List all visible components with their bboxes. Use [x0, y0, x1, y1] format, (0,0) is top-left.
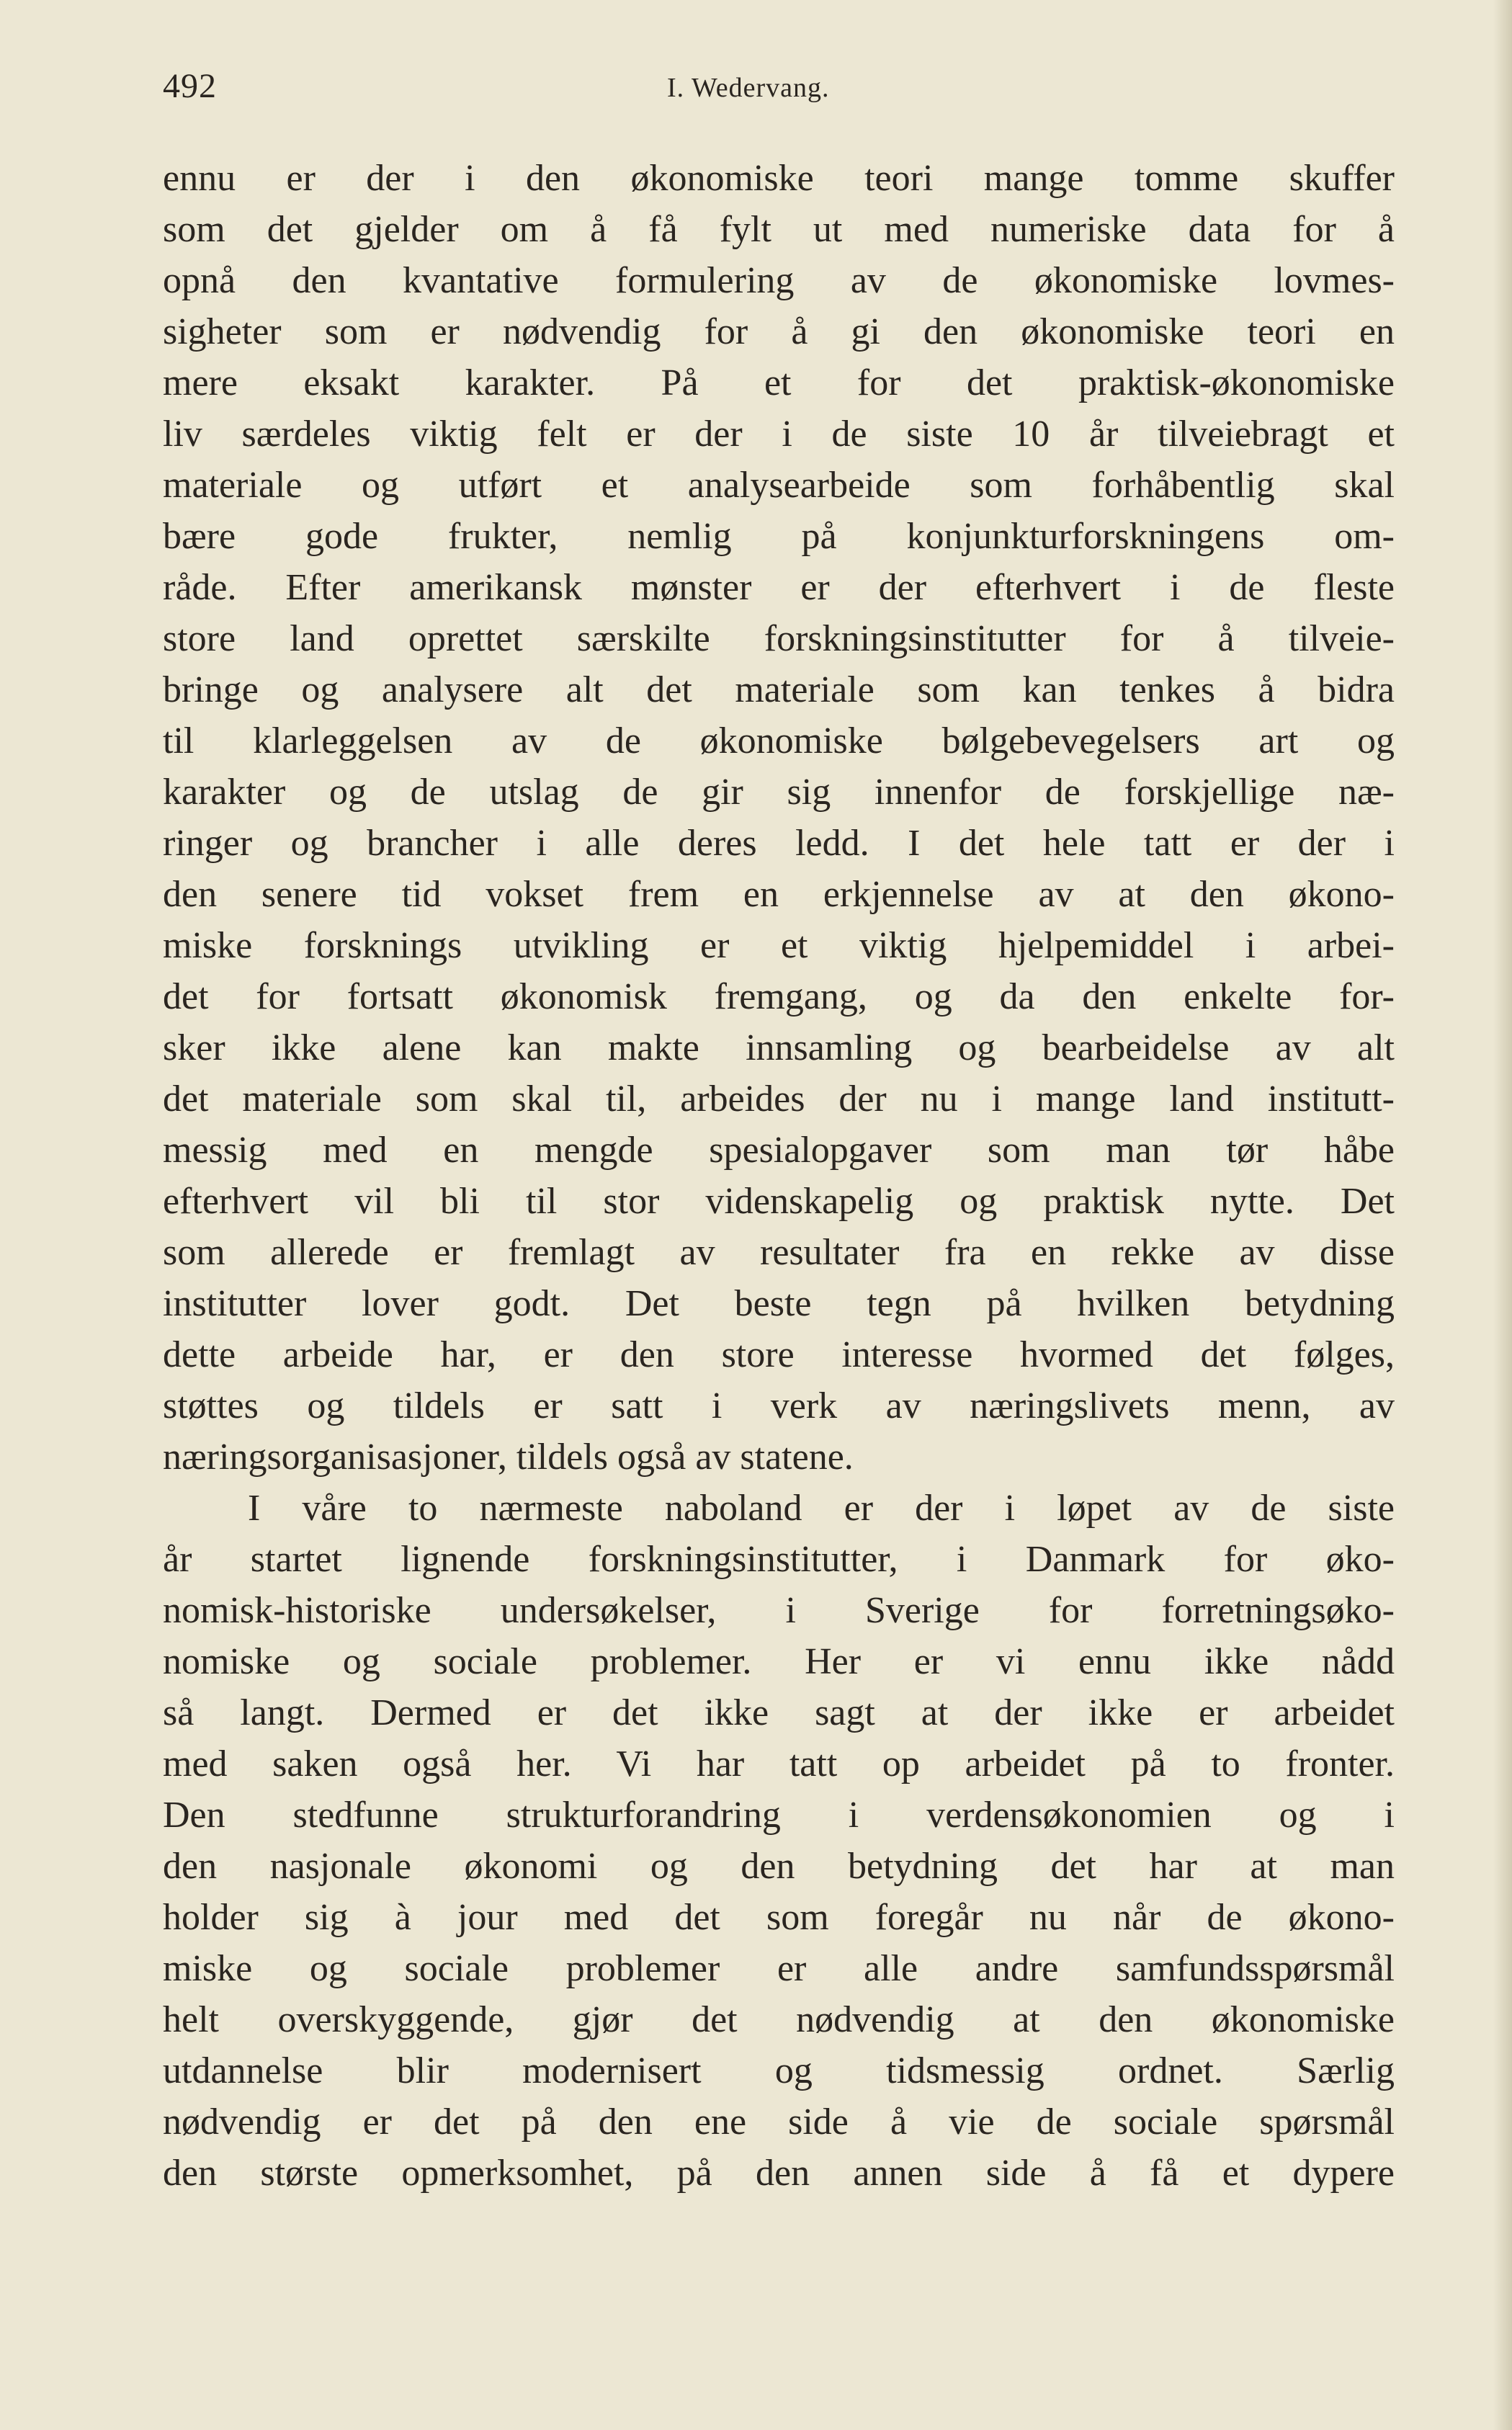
text-line: støttes og tildels er satt i verk av næringslivets menn, av	[163, 1385, 1395, 1426]
text-line: Den stedfunne strukturforandring i verdensøkonomien og i	[163, 1795, 1395, 1836]
text-line: utdannelse blir modernisert og tidsmessig ordnet. Særlig	[163, 2050, 1395, 2091]
text-line: efterhvert vil bli til stor videnskapelig og praktisk nytte. Det	[163, 1181, 1395, 1222]
text-line: som det gjelder om å få fylt ut med numeriske data for å	[163, 209, 1395, 250]
paragraph-end-line: næringsorganisasjoner, tildels også av statene.	[163, 1437, 854, 1478]
text-line: materiale og utført et analysearbeide som forhåbentlig skal	[163, 465, 1395, 506]
text-line: år startet lignende forskningsinstitutter, i Danmark for øko-	[163, 1539, 1395, 1580]
text-line: det for fortsatt økonomisk fremgang, og da den enkelte for-	[163, 976, 1395, 1017]
text-line: råde. Efter amerikansk mønster er der efterhvert i de fleste	[163, 567, 1395, 608]
text-line: sigheter som er nødvendig for å gi den økonomiske teori en	[163, 311, 1395, 352]
text-line: messig med en mengde spesialopgaver som man tør håbe	[163, 1130, 1395, 1171]
text-line: den senere tid vokset frem en erkjennelse av at den økono-	[163, 874, 1395, 915]
text-line: den nasjonale økonomi og den betydning det har at man	[163, 1846, 1395, 1887]
text-line: ennu er der i den økonomiske teori mange tomme skuffer	[163, 158, 1395, 199]
text-line: som allerede er fremlagt av resultater fra en rekke av disse	[163, 1232, 1395, 1273]
text-line: mere eksakt karakter. På et for det praktisk-økonomiske	[163, 362, 1395, 403]
running-head	[163, 66, 1402, 117]
text-line: holder sig à jour med det som foregår nu når de økono-	[163, 1897, 1395, 1938]
text-line: miske forsknings utvikling er et viktig hjelpemiddel i arbei-	[163, 925, 1395, 966]
text-line: så langt. Dermed er det ikke sagt at der ikke er arbeidet	[163, 1692, 1395, 1733]
text-line: store land oprettet særskilte forskningsinstitutter for å tilveie-	[163, 618, 1395, 659]
text-line: nomisk-historiske undersøkelser, i Sverige for forretningsøko-	[163, 1590, 1395, 1631]
text-line: bringe og analysere alt det materiale som kan tenkes å bidra	[163, 669, 1395, 710]
text-line: bære gode frukter, nemlig på konjunkturforskningens om-	[163, 516, 1395, 557]
text-line: opnå den kvantative formulering av de økonomiske lovmes-	[163, 260, 1395, 301]
text-line: nødvendig er det på den ene side å vie de sociale spørsmål	[163, 2101, 1395, 2143]
text-line: nomiske og sociale problemer. Her er vi ennu ikke nådd	[163, 1641, 1395, 1682]
text-line: liv særdeles viktig felt er der i de siste 10 år tilveiebragt et	[163, 414, 1395, 455]
running-head-author: I. Wedervang.	[667, 73, 830, 103]
paragraph-start-line: I våre to nærmeste naboland er der i løpet av de siste	[248, 1488, 1395, 1529]
text-line: dette arbeide har, er den store interesse hvormed det følges,	[163, 1334, 1395, 1375]
text-line: institutter lover godt. Det beste tegn på hvilken betydning	[163, 1283, 1395, 1324]
text-line: med saken også her. Vi har tatt op arbeidet på to fronter.	[163, 1743, 1395, 1784]
text-line: miske og sociale problemer er alle andre samfundsspørsmål	[163, 1948, 1395, 1989]
text-line: den største opmerksomhet, på den annen side å få et dypere	[163, 2153, 1395, 2194]
text-line: helt overskyggende, gjør det nødvendig at den økonomiske	[163, 1999, 1395, 2040]
text-line: til klarleggelsen av de økonomiske bølgebevegelsers art og	[163, 720, 1395, 761]
text-line: karakter og de utslag de gir sig innenfor de forskjellige næ-	[163, 772, 1395, 813]
page-edge-shadow	[1493, 0, 1512, 2430]
text-line: sker ikke alene kan makte innsamling og bearbeidelse av alt	[163, 1027, 1395, 1068]
body-text	[163, 153, 1395, 2199]
text-line: ringer og brancher i alle deres ledd. I det hele tatt er der i	[163, 823, 1395, 864]
page-number: 492	[163, 67, 217, 105]
text-line: det materiale som skal til, arbeides der nu i mange land institutt-	[163, 1078, 1395, 1120]
